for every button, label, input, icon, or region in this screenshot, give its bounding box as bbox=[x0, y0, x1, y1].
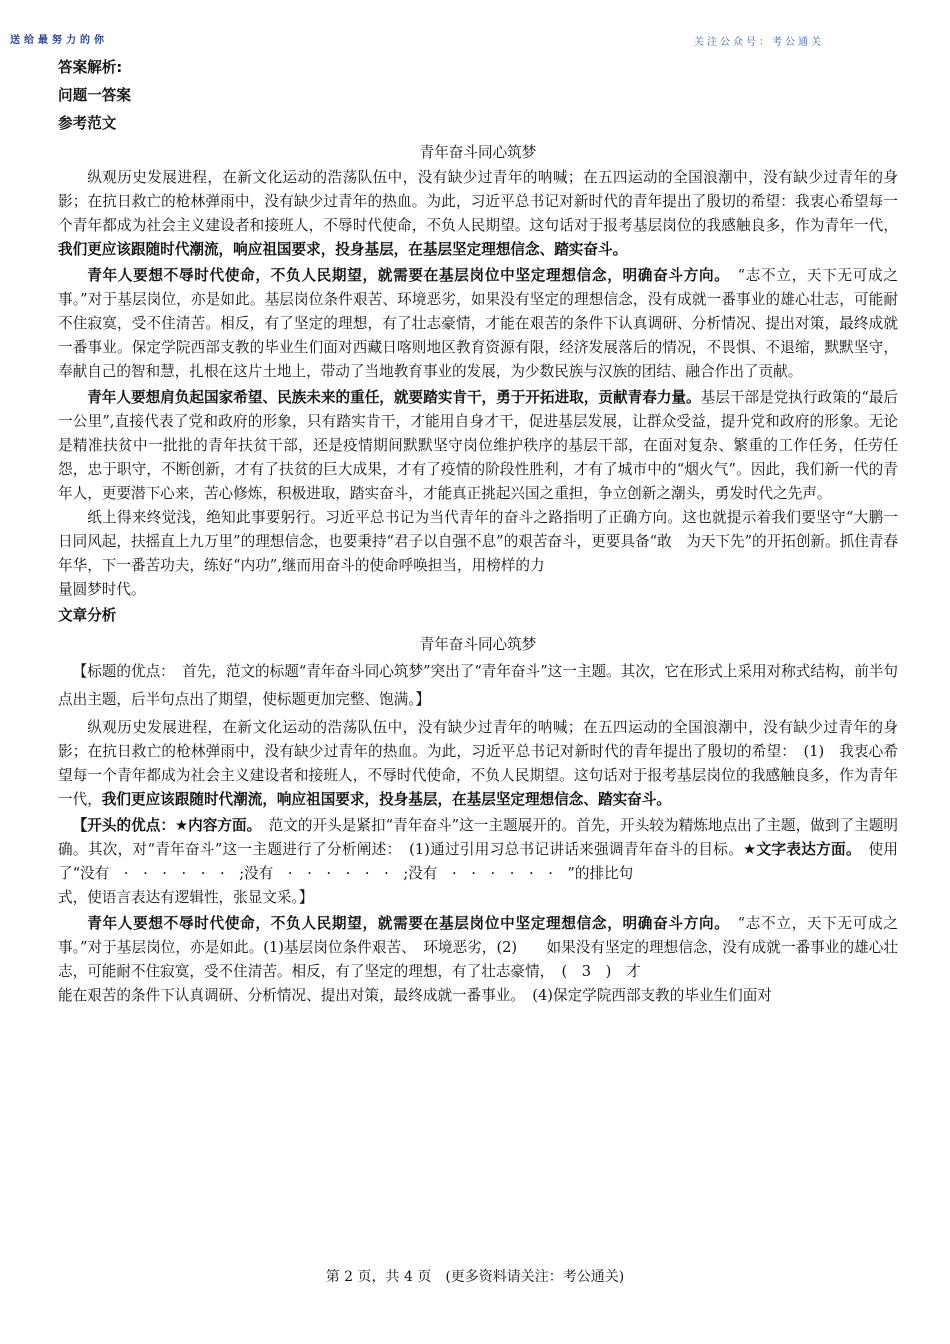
language-merit-text: 使用了“没有 · · · · · · ;没有 · · · · · · ;没有 · · · · · · ”的排比句 bbox=[58, 841, 898, 882]
heading-answer-analysis: 答案解析: bbox=[58, 59, 123, 76]
document-body bbox=[58, 54, 913, 1008]
analysis-paragraph-2-tail: 能在艰苦的条件下认真调研、分析情况、提出对策，最终成就一番事业。 (4)保定学院西部支教的毕业生们面对 bbox=[58, 987, 772, 1004]
analysis-paragraph-2 bbox=[58, 912, 898, 984]
analysis-title-merit bbox=[58, 658, 898, 714]
heading-sample-essay: 参考范文 bbox=[58, 115, 117, 132]
essay-paragraph-2 bbox=[58, 264, 898, 384]
essay-p2-topic: 青年人要想不辱时代使命，不负人民期望，就需要在基层岗位中坚定理想信念，明确奋斗方向。 bbox=[87, 267, 723, 284]
essay-p1-text: 纵观历史发展进程，在新文化运动的浩荡队伍中，没有缺少过青年的呐喊；在五四运动的全国浪潮中，没有缺少过青年的身影；在抗日救亡的枪林弹雨中，没有缺少过青年的热血。为此，习近平总书记对新时代的青年提出了殷切的希望：我衷心希望每一个青年都成为社会主义建设者和接班人，不辱时代使命，不负人民期望。这句话对于报考基层岗位的我感触良多，作为青年一代， bbox=[58, 169, 898, 234]
page-footer: 第 2 页，共 4 页 (更多资料请关注：考公通关) bbox=[325, 1269, 625, 1285]
analysis-p2-text: “志不立，天下无可成之事。”对于基层岗位，亦是如此。(1)基层岗位条件艰苦、 环境恶劣，(2) 如果没有坚定的理想信念，没有成就一番事业的雄心壮志，可能耐不住寂寞，受不住清苦。相反，有了坚定的理想，有了壮志豪情， ( 3 ) 才 bbox=[58, 915, 898, 980]
essay-p3-topic: 青年人要想肩负起国家希望、民族未来的重任，就要踏实肯干，勇于开拓进取，贡献青春力量。 bbox=[87, 389, 701, 406]
header-wechat-note: 关注公众号：考公通关 bbox=[694, 37, 824, 48]
essay-paragraph-4-tail: 量圆梦时代。 bbox=[58, 581, 146, 598]
opening-merit-label: 【开头的优点：★内容方面。 bbox=[72, 817, 254, 834]
essay-paragraph-4: 纸上得来终觉浅，绝知此事要躬行。习近平总书记为当代青年的奋斗之路指明了正确方向。这也就提示着我们要坚守“大鹏一 日同风起，扶摇直上九万里”的理想信念，也要秉持“君子以自强不息”的艰苦奋斗，更要具备“敢 为天下先”的开拓创新。抓住青春年华，下一番苦功夫，练好“内功”,继而用奋斗的使命呼唤担当，用榜样的力 bbox=[58, 509, 913, 574]
essay-paragraph-1 bbox=[58, 166, 898, 262]
title-merit-text: 【标题的优点： 首先，范文的标题“青年奋斗同心筑梦”突出了“青年奋斗”这一主题。其次，它在形式上采用对称式结构，前半句点出主题，后半句点出了期望，使标题更加完整、饱满。】 bbox=[58, 663, 898, 708]
essay-p3-text: 基层干部是党执行政策的“最后一公里”,直接代表了党和政府的形象，只有踏实肯干，才能用自身才干，促进基层发展，让群众受益，提升党和政府的形象。无论是精准扶贫中一批批的青年扶贫干部，还是疫情期间默默坚守岗位维护秩序的基层干部，在面对复杂、繁重的工作任务，任劳任怨，忠于职守，不断创新，才有了扶贫的巨大成果，才有了疫情的阶段性胜利，才有了城市中的“烟火气”。因此，我们新一代的青年人，更要潜下心来，苦心修炼，积极进取，踏实奋斗，才能真正挑起兴国之重担，争立创新之潮头，勇发时代之先声。 bbox=[58, 389, 898, 502]
header-slogan: 送给最努力的你 bbox=[10, 35, 108, 46]
analysis-opening-merit bbox=[58, 814, 898, 886]
heading-q1-answer: 问题一答案 bbox=[58, 87, 131, 104]
essay-p2-text: “志不立，天下无可成之事。”对于基层岗位，亦是如此。基层岗位条件艰苦、环境恶劣，如果没有坚定的理想信念，没有成就一番事业的雄心壮志，可能耐不住寂寞，受不住清苦。相反，有了坚定的理想，有了壮志豪情，才能在艰苦的条件下认真调研、分析情况、提出对策，最终成就一番事业。保定学院西部支教的毕业生们面对西藏日喀则地区教育资源有限，经济发展落后的情况，不畏惧、不退缩，默默坚守，奉献自己的智和慧，扎根在这片土地上，带动了当地教育事业的发展，为少数民族与汉族的团结、融合作出了贡献。 bbox=[58, 267, 898, 380]
analysis-p1-thesis: 我们更应该跟随时代潮流，响应祖国要求，投身基层，在基层坚定理想信念、踏实奋斗。 bbox=[101, 791, 671, 808]
essay-p1-thesis: 我们更应该跟随时代潮流，响应祖国要求，投身基层，在基层坚定理想信念、踏实奋斗。 bbox=[58, 241, 628, 258]
heading-article-analysis: 文章分析 bbox=[58, 607, 117, 624]
analysis-opening-merit-tail: 式，使语言表达有逻辑性，张显文采。】 bbox=[58, 889, 314, 906]
language-merit-label: ★文字表达方面。 bbox=[743, 841, 854, 858]
analysis-paragraph-1 bbox=[58, 716, 898, 812]
essay-title-repeat: 青年奋斗同心筑梦 bbox=[419, 636, 537, 653]
essay-paragraph-3 bbox=[58, 386, 898, 506]
analysis-p2-topic: 青年人要想不辱时代使命，不负人民期望，就需要在基层岗位中坚定理想信念，明确奋斗方向。 bbox=[87, 915, 723, 932]
opening-merit-text: 范文的开头是紧扣“青年奋斗”这一主题展开的。首先，开头较为精炼地点出了主题，做到了主题明确。其次，对“青年奋斗”这一主题进行了分析阐述： (1)通过引用习总书记讲话来强调青年奋斗的目标。 bbox=[58, 817, 898, 858]
analysis-p1-text: 纵观历史发展进程，在新文化运动的浩荡队伍中，没有缺少过青年的呐喊；在五四运动的全国浪潮中，没有缺少过青年的身影；在抗日救亡的枪林弹雨中，没有缺少过青年的热血。为此，习近平总书记对新时代的青年提出了殷切的希望： (1) 我衷心希望每一个青年都成为社会主义建设者和接班人，不辱时代使命，不负人民期望。这句话对于报考基层岗位的我感触良多，作为青年一代， bbox=[58, 719, 898, 808]
essay-title: 青年奋斗同心筑梦 bbox=[419, 144, 537, 161]
